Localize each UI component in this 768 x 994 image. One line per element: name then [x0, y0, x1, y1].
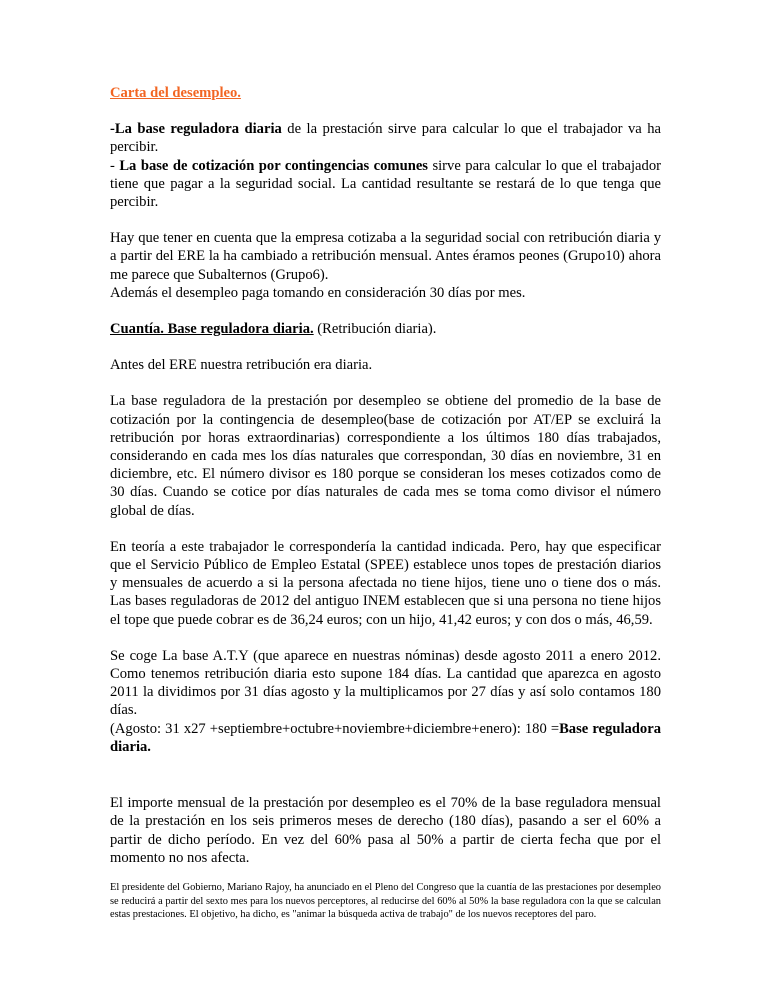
section-heading: Cuantía. Base reguladora diaria.	[110, 321, 314, 338]
footnote-rajoy: El presidente del Gobierno, Mariano Rajoy, ha anunciado en el Pleno del Congreso que la cuantía de las prestaciones por desempleo se reducirá a partir del sexto mes para los nuevos perceptores, al reducirse del 60% al 50% la base reguladora con la que se calculan estas prestaciones. El objetivo, ha dicho, es "animar la búsqueda activa de trabajo" de los nuevos receptores del paro.	[110, 881, 661, 921]
text-calculo: Se coge La base A.T.Y (que aparece en nuestras nóminas) desde agosto 2011 a enero 2012. Como tenemos retribución diaria esto supone 184 días. La cantidad que aparezca en agosto 2011 la dividimos por 31 días agosto y la multiplicamos por 27 días y así solo contamos 180 días.	[110, 647, 661, 719]
term-base-reguladora: -La base reguladora diaria	[110, 121, 282, 138]
term-base-cotizacion: La base de cotización por contingencias comunes	[119, 157, 428, 174]
text-ere-retribucion: Hay que tener en cuenta que la empresa cotizaba a la seguridad social con retribución diaria y a partir del ERE la ha cambiado a retribución mensual. Antes éramos peones (Grupo10) ahora me parece que Subalternos (Grupo6).	[110, 230, 661, 283]
formula-line	[110, 720, 661, 756]
text-base-reguladora: de la prestación sirve para calcular lo que el trabajador va ha percibir.	[110, 121, 661, 156]
dash-lead: -	[110, 157, 120, 174]
paragraph-importe: El importe mensual de la prestación por desempleo es el 70% de la base reguladora mensual de la prestación en los seis primeros meses de derecho (180 días), pasando a ser el 60% a partir de dicho período. En vez del 60% pasa al 50% a partir de cierta fecha que por el momento no nos afecta.	[110, 795, 661, 866]
section-heading-line	[110, 320, 661, 338]
text-ere-dias: Además el desempleo paga tomando en consideración 30 días por mes.	[110, 284, 526, 301]
formula-text: (Agosto: 31 x27 +septiembre+octubre+noviembre+diciembre+enero): 180 =	[110, 720, 560, 737]
paragraph-bases	[110, 120, 661, 211]
paragraph-base-reguladora: La base reguladora de la prestación por desempleo se obtiene del promedio de la base de cotización por la contingencia de desempleo(base de cotización por AT/EP se excluirá la retribución por horas extraordinarias) correspondiente a los últimos 180 días trabajados, considerando en cada mes los días naturales que correspondan, 30 días en noviembre, 31 en diciembre, etc. El número divisor es 180 porque se consideran los meses cotizados como de 30 días. Cuando se cotice por días naturales de cada mes se toma como divisor el número global de días.	[110, 393, 661, 519]
text-base-cotizacion: sirve para calcular lo que el trabajador tiene que pagar a la seguridad social. La cantidad resultante se restará de lo que tenga que percibir.	[110, 157, 661, 211]
document-title: Carta del desempleo.	[110, 85, 241, 101]
paragraph-calculo	[110, 647, 661, 756]
formula-result: Base reguladora diaria.	[110, 720, 661, 755]
paragraph-ere	[110, 229, 661, 302]
line-base-cotizacion	[110, 157, 661, 212]
paragraph-retribucion-diaria: Antes del ERE nuestra retribución era diaria.	[110, 357, 373, 374]
section-heading-suffix: (Retribución diaria).	[313, 321, 437, 338]
paragraph-topes: En teoría a este trabajador le correspondería la cantidad indicada. Pero, hay que especificar que el Servicio Público de Empleo Estatal (SPEE) establece unos topes de prestación diarios y mensuales de acuerdo a si la persona afectada no tiene hijos, tiene uno o tiene dos o más. Las bases reguladoras de 2012 del antiguo INEM establecen que si una persona no tiene hijos el tope que puede cobrar es de 36,24 euros; con un hijo, 41,42 euros; y con dos o más, 46,59.	[110, 538, 661, 628]
